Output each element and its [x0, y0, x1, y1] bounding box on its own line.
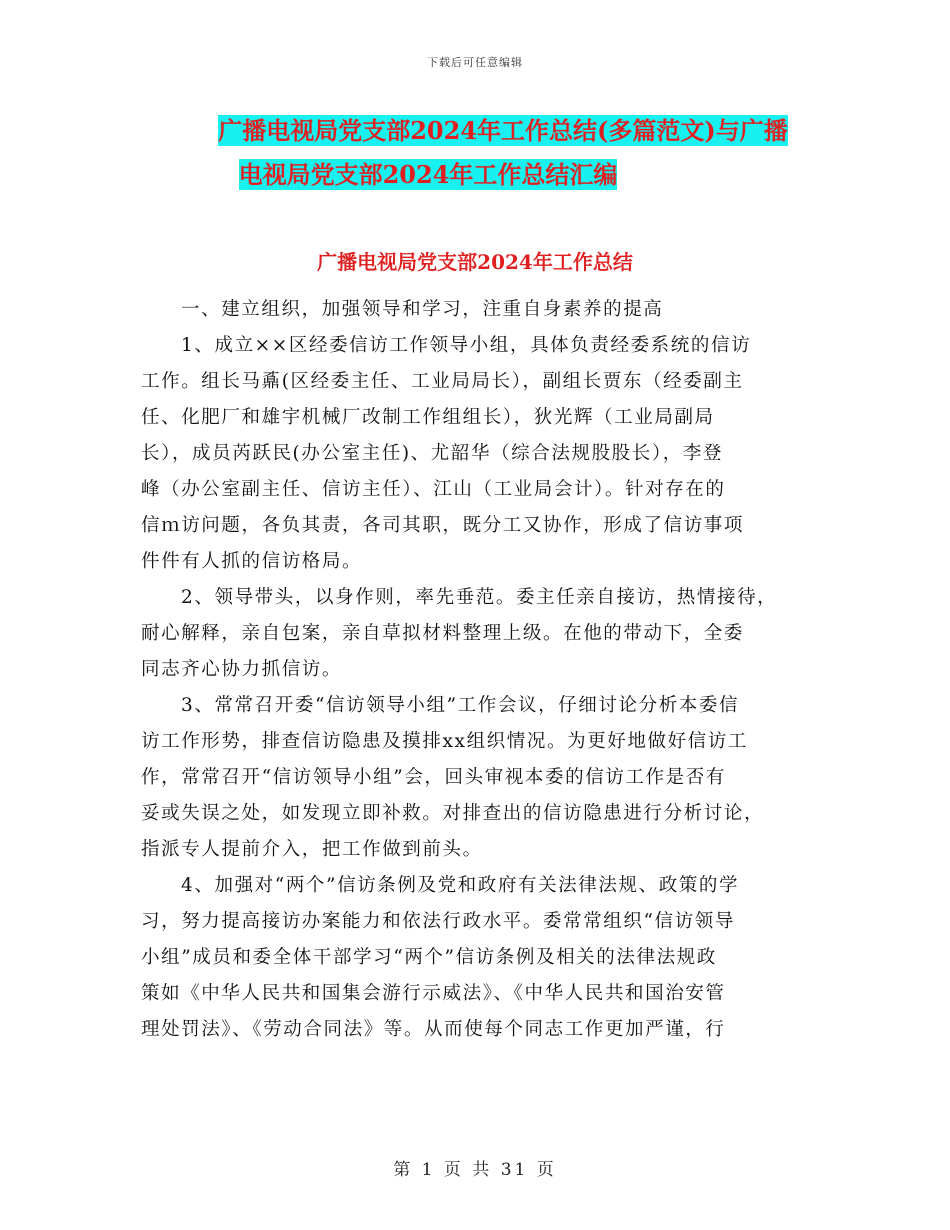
text-line: 访工作形势，排查信访隐患及摸排xx组织情况。为更好地做好信访工 [141, 731, 748, 752]
section-title: 广播电视局党支部2024年工作总结 [317, 250, 633, 274]
text-line: 一、建立组织，加强领导和学习，注重自身素养的提高 [181, 299, 664, 320]
document-body [141, 292, 813, 1048]
text-line: 长），成员芮跃民(办公室主任)、尤韶华（综合法规股股长），李登 [141, 443, 724, 464]
text-line: 1、成立××区经委信访工作领导小组，具体负责经委系统的信访 [181, 335, 752, 356]
text-line: 耐心解释，亲自包案，亲自草拟材料整理上级。在他的带动下，全委 [141, 623, 745, 644]
document-title-line-1-text: 广播电视局党支部2024年工作总结(多篇范文)与广播 [218, 116, 788, 145]
text-line: 2、领导带头，以身作则，率先垂范。委主任亲自接访，热情接待， [181, 587, 778, 608]
text-line: 工作。组长马鼒(区经委主任、工业局局长），副组长贾东（经委副主 [141, 371, 744, 392]
text-line: 件件有人抓的信访格局。 [141, 551, 363, 572]
paragraph [141, 688, 813, 868]
document-title-line-1 [28, 112, 950, 150]
text-line: 4、加强对“两个”信访条例及党和政府有关法律法规、政策的学 [181, 875, 740, 896]
text-line: 同志齐心协力抓信访。 [141, 659, 343, 680]
page-header-note: 下载后可任意编辑 [427, 56, 523, 69]
paragraph [141, 868, 813, 1048]
text-line: 指派专人提前介入，把工作做到前头。 [141, 839, 483, 860]
text-line: 小组”成员和委全体干部学习“两个”信访条例及相关的法律法规政 [141, 947, 717, 968]
document-title-line-2 [0, 156, 903, 194]
paragraph [141, 580, 813, 688]
paragraph [141, 328, 813, 580]
text-line: 妥或失误之处，如发现立即补救。对排查出的信访隐患进行分析讨论， [141, 803, 765, 824]
text-line: 习，努力提高接访办案能力和依法行政水平。委常常组织“信访领导 [141, 911, 735, 932]
text-line: 3、常常召开委“信访领导小组”工作会议，仔细讨论分析本委信 [181, 695, 740, 716]
page-number-footer: 第 1 页 共 31 页 [393, 1160, 557, 1180]
text-line: 理处罚法》、《劳动合同法》等。从而使每个同志工作更加严谨，行 [141, 1019, 726, 1040]
text-line: 峰（办公室副主任、信访主任）、江山（工业局会计）。针对存在的 [141, 479, 726, 500]
text-line: 策如《中华人民共和国集会游行示威法》、《中华人民共和国治安管 [141, 983, 726, 1004]
text-line: 信ｍ访问题，各负其责，各司其职，既分工又协作，形成了信访事项 [141, 515, 745, 536]
text-line: 作，常常召开“信访领导小组”会，回头审视本委的信访工作是否有 [141, 767, 726, 788]
document-title-line-2-text: 电视局党支部2024年工作总结汇编 [238, 160, 618, 189]
text-line: 任、化肥厂和雄宇机械厂改制工作组组长），狄光辉（工业局副局 [141, 407, 715, 428]
paragraph-heading [141, 292, 813, 328]
